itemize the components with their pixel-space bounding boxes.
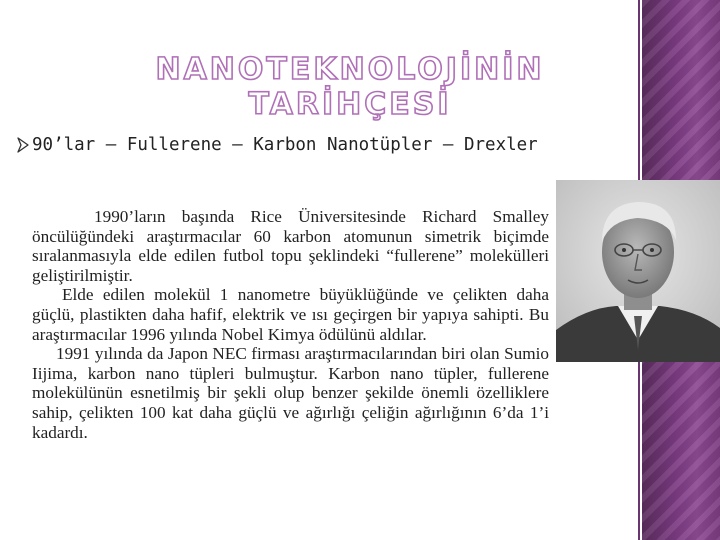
arrow-bullet-icon [16, 137, 30, 153]
portrait-image [556, 180, 720, 362]
paragraph-2: Elde edilen molekül 1 nanometre büyüklüğünde ve çelikten daha güçlü, plastikten daha hafif, elektrik ve ısı geçirgen bir yapıya sahipti. Bu araştırmacılar 1996 yılında Nobel Kimya ödülünü aldılar. [32, 285, 549, 344]
body-text [32, 207, 549, 442]
paragraph-3: 1991 yılında da Japon NEC firması araştırmacılarından biri olan Sumio Iijima, karbon nano tüpleri bulmuştur. Karbon nano tüpler, fullerene molekülünün esnetilmiş bir şekli olup benzer şekilde önemli özelliklere sahip, çelikten 100 kat daha güçlü ve ağırlığı çeliğin ağırlığının 6’da 1’i kadardı. [32, 344, 549, 442]
slide-title: NANOTEKNOLOJİNİN TARİHÇESİ [155, 52, 545, 122]
paragraph-1: 1990’ların başında Rice Üniversitesinde Richard Smalley öncülüğündeki araştırmacılar 60 karbon atomunun simetrik biçimde sıralanmasıyla elde edilen futbol topu şeklindeki “fullerene” molekülleri geliştirilmiştir. [32, 207, 549, 285]
portrait-photo [556, 180, 720, 362]
bullet-text: 90’lar – Fullerene – Karbon Nanotüpler – Drexler [32, 135, 538, 155]
